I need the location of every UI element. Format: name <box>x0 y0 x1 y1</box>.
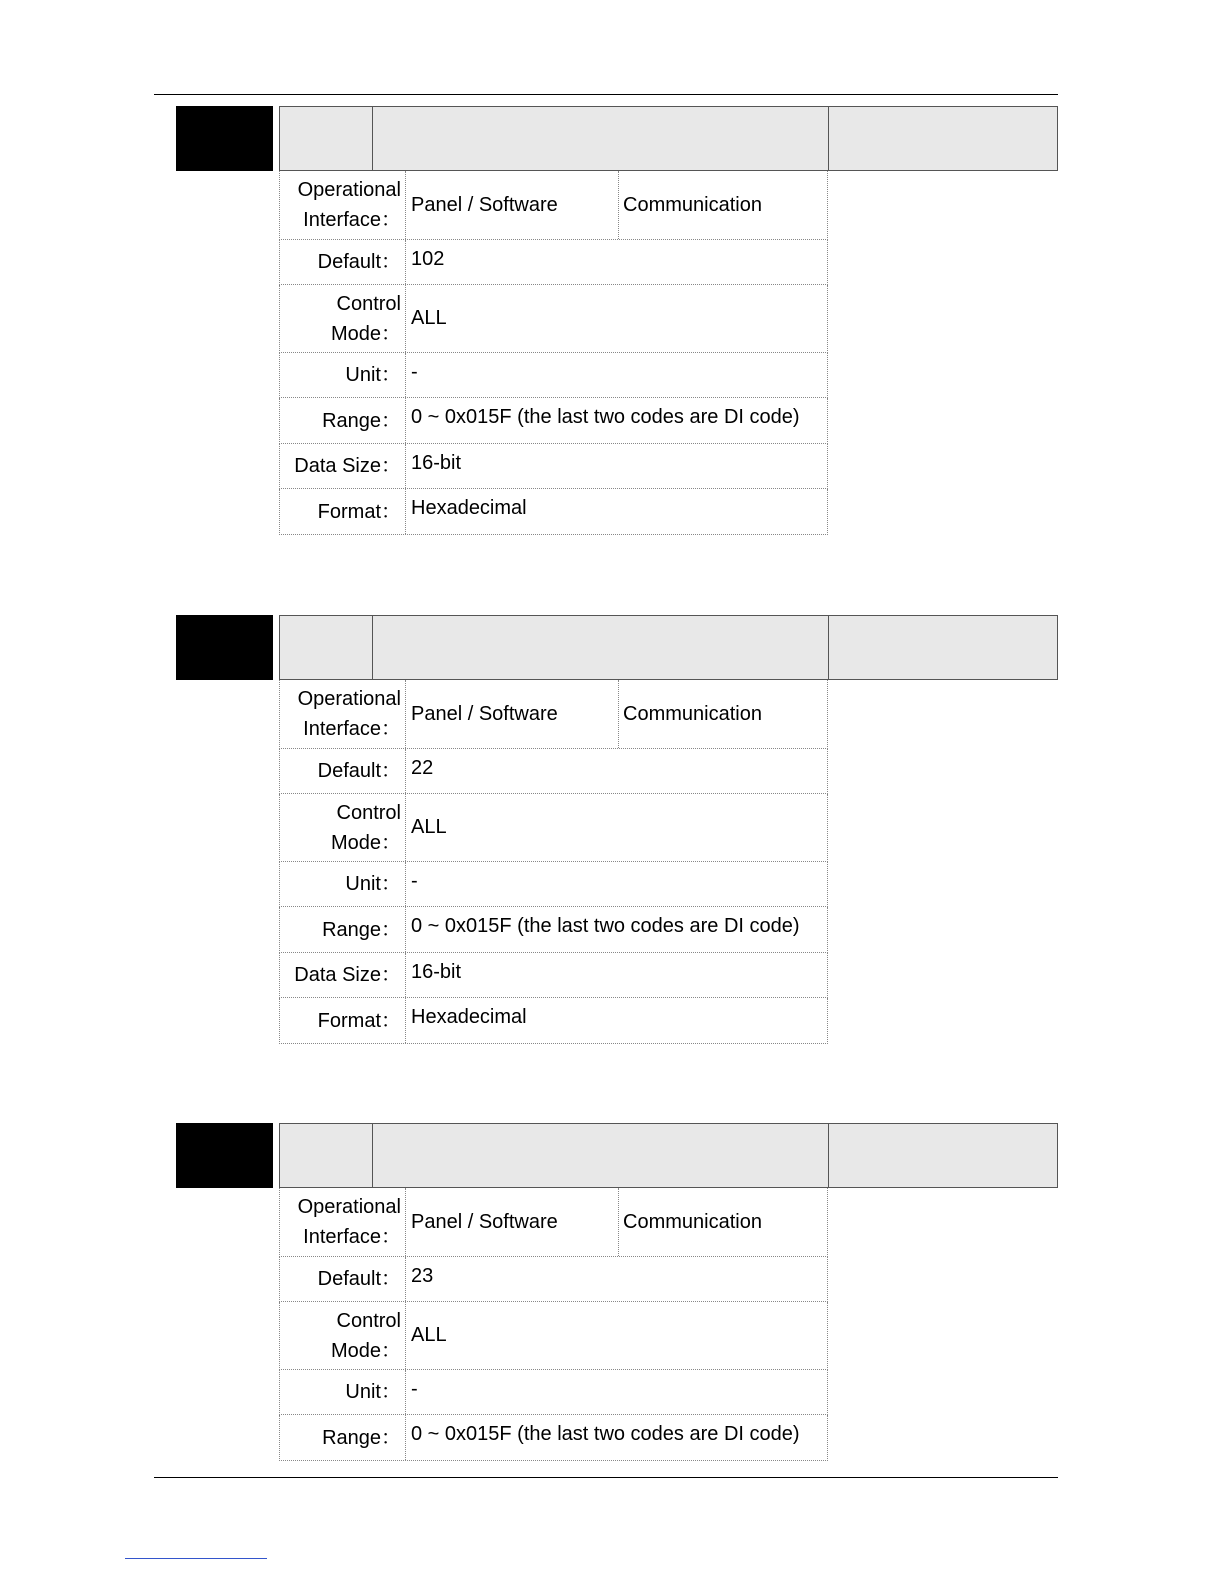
unit-value: - <box>411 360 418 383</box>
row-default <box>279 240 828 285</box>
header-rule <box>154 94 1058 95</box>
row-default <box>279 749 828 794</box>
row-range <box>279 1415 828 1461</box>
row-control-mode <box>279 1302 828 1370</box>
row-format <box>279 998 828 1044</box>
default-label: Default： <box>280 749 406 793</box>
format-value: Hexadecimal <box>411 497 527 519</box>
parameter-header-bar <box>279 106 1058 171</box>
range-value: 0 ~ 0x015F (the last two codes are DI code) <box>411 406 800 428</box>
interface-comm-value: Communication <box>623 702 762 725</box>
row-control-mode <box>279 285 828 353</box>
row-unit <box>279 1370 828 1415</box>
row-range <box>279 907 828 953</box>
range-label: Range： <box>280 1415 406 1460</box>
operational-interface-label: Operational Interface： <box>280 680 406 748</box>
row-control-mode <box>279 794 828 862</box>
unit-value: - <box>411 869 418 892</box>
format-value: Hexadecimal <box>411 1006 527 1028</box>
format-label: Format： <box>280 998 406 1043</box>
range-label: Range： <box>280 907 406 952</box>
format-label: Format： <box>280 489 406 534</box>
data-size-label: Data Size： <box>280 444 406 488</box>
data-size-value: 16-bit <box>411 960 462 983</box>
row-data-size <box>279 444 828 489</box>
row-operational-interface <box>279 1188 828 1257</box>
control-mode-value: ALL <box>411 307 447 329</box>
parameter-header-bar <box>279 615 1058 680</box>
range-value: 0 ~ 0x015F (the last two codes are DI code) <box>411 915 800 937</box>
parameter-tab-black <box>176 615 273 680</box>
parameter-block-1 <box>176 106 1058 536</box>
parameter-block-2 <box>176 615 1058 1045</box>
default-value: 22 <box>411 756 434 779</box>
control-mode-value: ALL <box>411 816 447 838</box>
row-unit <box>279 353 828 398</box>
operational-interface-label: Operational Interface： <box>280 1188 406 1256</box>
interface-panel-value: Panel / Software <box>411 193 558 216</box>
range-label: Range： <box>280 398 406 443</box>
operational-interface-label: Operational Interface： <box>280 171 406 239</box>
interface-comm-value: Communication <box>623 1210 762 1233</box>
default-label: Default： <box>280 1257 406 1301</box>
parameter-tab-black <box>176 1123 273 1188</box>
control-mode-label: Control Mode： <box>280 1302 406 1369</box>
row-default <box>279 1257 828 1302</box>
unit-label: Unit： <box>280 1370 406 1414</box>
row-operational-interface <box>279 680 828 749</box>
control-mode-value: ALL <box>411 1324 447 1346</box>
row-unit <box>279 862 828 907</box>
parameter-header-bar <box>279 1123 1058 1188</box>
data-size-label: Data Size： <box>280 953 406 997</box>
parameter-block-3 <box>176 1123 1058 1463</box>
control-mode-label: Control Mode： <box>280 285 406 352</box>
interface-panel-value: Panel / Software <box>411 702 558 725</box>
default-value: 23 <box>411 1264 434 1287</box>
row-operational-interface <box>279 171 828 240</box>
default-value: 102 <box>411 247 445 270</box>
unit-label: Unit： <box>280 862 406 906</box>
parameter-tab-black <box>176 106 273 171</box>
unit-value: - <box>411 1377 418 1400</box>
data-size-value: 16-bit <box>411 451 462 474</box>
footer-link-underline <box>125 1558 267 1559</box>
row-data-size <box>279 953 828 998</box>
row-range <box>279 398 828 444</box>
interface-panel-value: Panel / Software <box>411 1210 558 1233</box>
range-value: 0 ~ 0x015F (the last two codes are DI code) <box>411 1423 800 1445</box>
footer-rule <box>154 1477 1058 1478</box>
row-format <box>279 489 828 535</box>
control-mode-label: Control Mode： <box>280 794 406 861</box>
unit-label: Unit： <box>280 353 406 397</box>
default-label: Default： <box>280 240 406 284</box>
interface-comm-value: Communication <box>623 193 762 216</box>
